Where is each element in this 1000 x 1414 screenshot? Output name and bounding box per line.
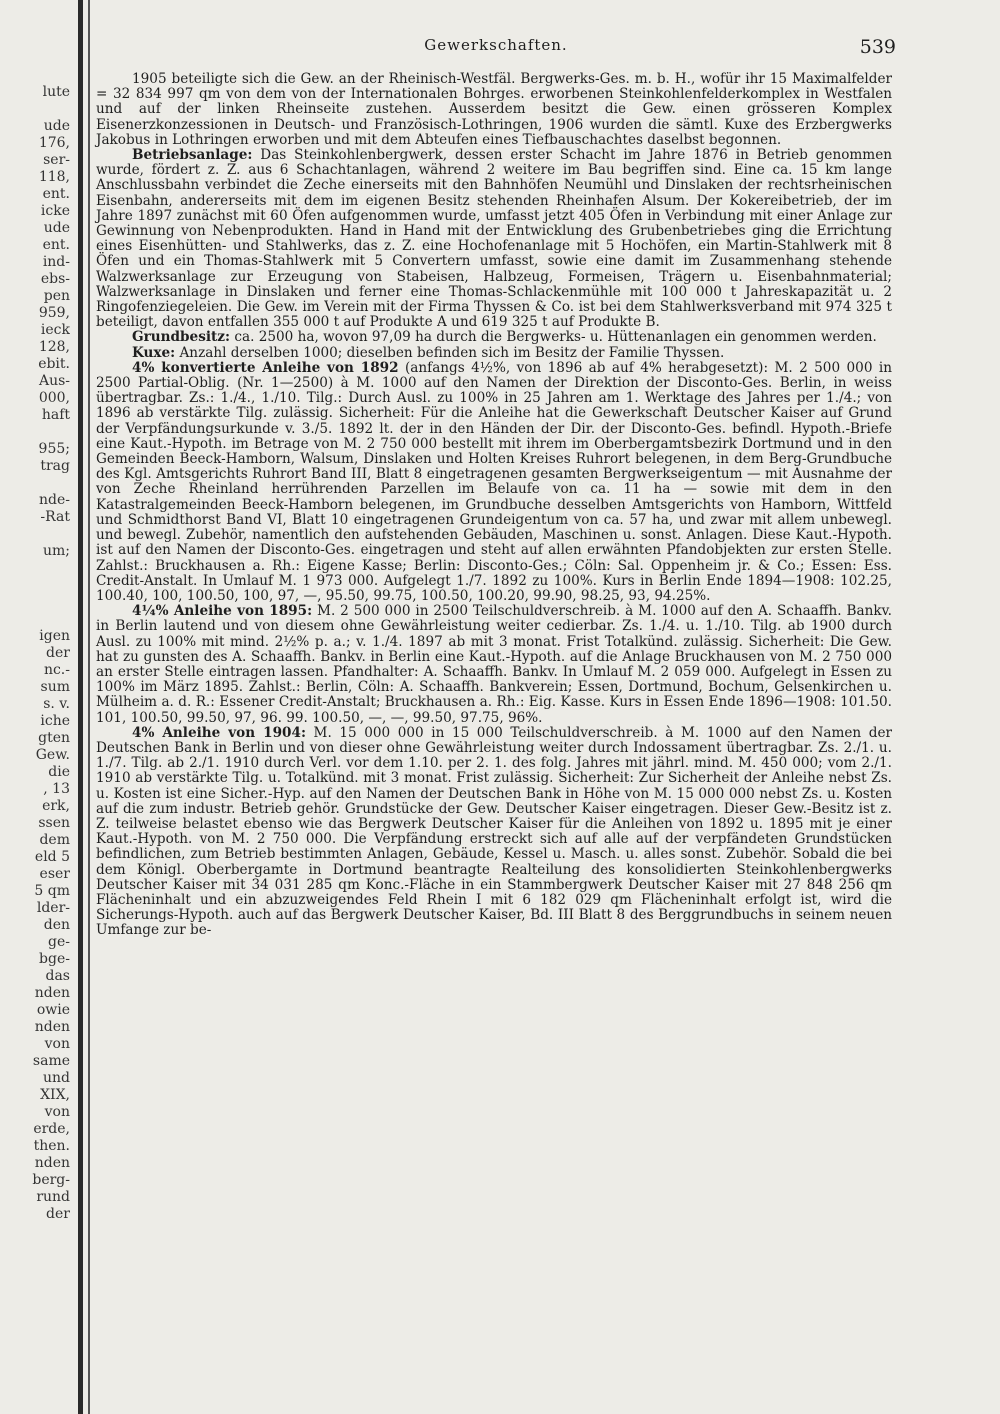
section-label: 4¼% Anleihe von 1895: [132, 603, 313, 620]
section-label: 4% konvertierte Anleihe von 1892 [132, 359, 399, 376]
margin-fragment: von [44, 1036, 70, 1052]
margin-fragment: igen [39, 628, 70, 644]
paragraph: 4% konvertierte Anleihe von 1892 (anfangs 4½%, von 1896 ab auf 4% herabgesetzt): M. 2 500 000 in 2500 Partial-Oblig. (Nr. 1—2500) à M. 1000 auf den Namen der Direktion der Disconto-Ges. Berlin, in weiss übertragbar. Zs.: 1./4., 1./10. Tilg.: Durch Ausl. zu 100% in 25 Jahren am 1. Werktage des Jahres per 1./4.; von 1896 ab verstärkte Tilg. zulässig. Sicherheit: Für die Anleihe hat die Gewerkschaft Deutscher Kaiser auf Grund der Verpfändungsurkunde v. 3./5. 1892 lt. der in den Händen der Dir. der Disconto-Ges. befindl. Hypoth.-Briefe eine Kaut.-Hypoth. im Betrage von M. 2 750 000 bestellt mit ihrem im Oberbergamtsbezirk Dortmund und in den Gemeinden Beeck-Hamborn, Walsum, Dinslaken und Holten Kreises Ruhrort belegenen, in dem Berg-Grundbuche des Kgl. Amtsgerichts Ruhrort Band III, Blatt 8 eingetragenen gesamten Bergwerkseigentum — mit Ausnahme der von Zeche Rheinland herrührenden Parzellen im Belaufe von ca. 11 ha — sowie mit dem in den Katastralgemeinden Beeck-Hamborn belegenen, im Grundbuche desselben Amtsgerichts von Hamborn, Wittfeld und Schmidthorst Band VI, Blatt 10 eingetragenen Grundeigentum von ca. 57 ha, und zwar mit allem unbewegl. und bewegl. Zubehör, namentlich den aufstehenden Gebäuden, Maschinen u. sonst. Anlagen. Diese Kaut.-Hypoth. ist auf den Namen der Disconto-Ges. eingetragen und steht auf allen erwähnten Pfandobjekten zur ersten Stelle. Zahlst.: Bruckhausen a. Rh.: Eigene Kasse; Berlin: Disconto-Ges.; Cöln: Sal. Oppenheim jr. & Co.; Essen: Ess. Credit-Anstalt. In Umlauf M. 1 973 000. Aufgelegt 1./7. 1892 zu 100%. Kurs in Berlin Ende 1894—1908: 102.25, 100.40, 100, 100.50, 100, 97, —, 95.50, 99.75, 100.50, 100.20, 99.90, 98.25, 93, 94.25%. [96, 359, 892, 604]
section-label: Kuxe: [132, 344, 176, 361]
margin-fragment: s. v. [43, 696, 70, 712]
margin-fragment: rund [36, 1189, 70, 1205]
body-text [96, 72, 892, 939]
binding-gutter [78, 0, 83, 1414]
margin-fragment [16, 424, 70, 441]
margin-fragment: 128, [38, 339, 70, 355]
margin-fragment [16, 526, 70, 543]
margin-fragment: ent. [42, 237, 70, 253]
margin-fragment: 176, [38, 135, 70, 151]
paragraph: 4% Anleihe von 1904: M. 15 000 000 in 15 000 Teilschuldverschreib. à M. 1000 auf den Namen der Deutschen Bank in Berlin und von dieser ohne Gewährleistung weiter durch Indossament übertragbar. Zs. 2./1. u. 1./7. Tilg. ab 2./1. 1910 durch Verl. vor dem 1.10. per 2. 1. des folg. Jahres mit jährl. mind. M. 450 000; vom 2./1. 1910 ab verstärkte Tilg. u. Totalkünd. mit 3 monat. Frist zulässig. Sicherheit: Zur Sicherheit der Anleihe nebst Zs. u. Kosten ist eine Sicher.-Hyp. auf den Namen der Deutschen Bank in Höhe von M. 15 000 000 nebst Zs. u. Kosten auf die zum industr. Betrieb gehör. Grundstücke der Gew. Deutscher Kaiser eingetragen. Dieser Gew.-Besitz ist z. Z. teilweise belastet ebenso wie das Bergwerk Deutscher Kaiser für die Anleihen von 1892 u. 1895 mit je einer Kaut.-Hypoth. von M. 2 750 000. Die Verpfändung erstreckt sich auf alle auf der verpfändeten Grundstücken befindlichen, zum Betrieb bestimmten Anlagen, Gebäude, Kessel u. Masch. u. alles sonst. Zubehör. Sobald die bei dem Königl. Oberbergamte in Dortmund beantragte Realteilung des konsolidierten Steinkohlenbergwerks Deutscher Kaiser mit 34 031 285 qm Konc.-Fläche in ein Stammbergwerk Deutscher Kaiser mit 27 848 256 qm Flächeninhalt und ein abzuzweigendes Feld Rhein I mit 6 182 029 qm Flächeninhalt erfolgt ist, wird die Sicherungs-Hypoth. auch auf das Bergwerk Deutscher Kaiser, Bd. III Blatt 8 des Berggrundbuchs in seinem neuen Umfange zur be- [96, 724, 892, 939]
margin-fragment: berg- [32, 1172, 70, 1188]
page-number: 539 [859, 36, 896, 58]
paragraph: Grundbesitz: ca. 2500 ha, wovon 97,09 ha durch die Bergwerks- u. Hüttenanlagen ein genommen werden. [132, 329, 877, 346]
margin-fragment: lute [42, 84, 70, 100]
margin-fragment: ind- [42, 254, 70, 270]
running-header [96, 36, 896, 60]
margin-fragment: nden [34, 1019, 70, 1035]
margin-fragment: same [32, 1053, 70, 1069]
margin-fragment: 000, [38, 390, 70, 406]
margin-fragment: 118, [38, 169, 70, 185]
margin-fragment [16, 611, 70, 628]
margin-fragment: von [44, 1104, 70, 1120]
margin-fragment: ude [43, 118, 70, 134]
margin-fragment: die [48, 764, 70, 780]
margin-fragment: das [45, 968, 70, 984]
margin-fragment: ge- [48, 934, 70, 950]
margin-fragment: ent. [42, 186, 70, 202]
margin-fragment: und [43, 1070, 70, 1086]
margin-fragment: trag [40, 458, 70, 474]
margin-fragment: ude [43, 220, 70, 236]
margin-fragment: , 13 [43, 781, 70, 797]
margin-fragment: eser [39, 866, 70, 882]
margin-fragment: nc.- [43, 662, 70, 678]
margin-fragment: lder- [36, 900, 70, 916]
margin-fragment: sum [40, 679, 70, 695]
margin-fragment: ebit. [38, 356, 70, 372]
margin-fragment: dem [39, 832, 70, 848]
margin-fragment [16, 577, 70, 594]
margin-fragment: pen [43, 288, 70, 304]
facing-page-margin-text [16, 84, 70, 1223]
margin-fragment: der [46, 645, 70, 661]
paragraph: Kuxe: Anzahl derselben 1000; dieselben befinden sich im Besitz der Familie Thyssen. [132, 344, 725, 361]
margin-fragment: haft [41, 407, 70, 423]
margin-fragment: XIX, [40, 1087, 70, 1103]
margin-fragment: then. [33, 1138, 70, 1154]
margin-fragment [16, 475, 70, 492]
margin-fragment: nde- [39, 492, 70, 508]
section-label: Grundbesitz: [132, 329, 231, 346]
margin-fragment: owie [36, 1002, 70, 1018]
margin-fragment: Gew. [35, 747, 70, 763]
margin-fragment: um; [42, 543, 70, 559]
margin-fragment: 959, [38, 305, 70, 321]
margin-fragment [16, 594, 70, 611]
margin-fragment [16, 560, 70, 577]
margin-fragment: 5 qm [34, 883, 70, 899]
paragraph: 4¼% Anleihe von 1895: M. 2 500 000 in 2500 Teilschuldverschreib. à M. 1000 auf den A. Schaaffh. Bankv. in Berlin lautend und von diesem ohne Gewährleistung weiter cedierbar. Zs. 1./4. u. 1./10. Tilg. ab 1900 durch Ausl. zu 100% mit mind. 2½% p. a.; v. 1./4. 1897 ab mit 3 monat. Frist Totalkünd. zulässig. Sicherheit: Die Gew. hat zu gunsten des A. Schaaffh. Bankv. in Berlin eine Kaut.-Hypoth. auf die Anlage Bruckhausen von M. 2 750 000 an erster Stelle eintragen lassen. Pfandhalter: A. Schaaffh. Bankv. In Umlauf M. 2 059 000. Aufgelegt in Essen zu 100% im März 1895. Zahlst.: Berlin, Cöln: A. Schaaffh. Bankverein; Essen, Dortmund, Bochum, Gelsenkirchen u. Mülheim a. d. R.: Essener Credit-Anstalt; Bruckhausen a. Rh.: Eig. Kasse. Kurs in Essen Ende 1896—1908: 101.50. 101, 100.50, 99.50, 97, 96. 99. 100.50, —, —, 99.50, 97.75, 96%. [96, 603, 892, 726]
margin-fragment [16, 101, 70, 118]
margin-fragment: nden [34, 985, 70, 1001]
margin-fragment: 955; [38, 441, 70, 457]
binding-edge [88, 0, 90, 1414]
margin-fragment: icke [40, 203, 70, 219]
margin-fragment: der [46, 1206, 70, 1222]
page-title: Gewerkschaften. [424, 36, 568, 54]
margin-fragment: ser- [43, 152, 70, 168]
margin-fragment: erde, [33, 1121, 70, 1137]
paragraph: Betriebsanlage: Das Steinkohlenbergwerk, dessen erster Schacht im Jahre 1876 in Betrieb genommen wurde, fördert z. Z. aus 6 Schachtanlagen, während 2 weitere im Bau begriffen sind. Eine ca. 15 km lange Anschlussbahn verbindet die Zeche einerseits mit den Bahnhöfen Neumühl und Dinslaken der rechtsrheinischen Eisenbahn, andererseits mit dem im eigenen Besitz stehenden Rheinhafen Alsum. Der Kokereibetrieb, der im Jahre 1897 zunächst mit 60 Öfen aufgenommen wurde, umfasst jetzt 405 Öfen in Verbindung mit einer Anlage zur Gewinnung von Nebenprodukten. Hand in Hand mit der Entwicklung des Grubenbetriebes ging die Errichtung eines Eisenhütten- und Stahlwerks, das z. Z. eine Hochofenanlage mit 5 Hochöfen, ein Martin-Stahlwerk mit 8 Öfen und ein Thomas-Stahlwerk mit 5 Convertern umfasst, sowie eine damit im Zusammenhang stehende Walzwerksanlage zur Erzeugung von Stabeisen, Halbzeug, Formeisen, Trägern u. Eisenbahnmaterial; Walzwerksanlage in Dinslaken und ferner eine Thomas-Schlackenmühle mit 100 000 t Jahreskapazität u. 2 Ringofenziegeleien. Die Gew. im Verein mit der Firma Thyssen & Co. ist bei dem Stahlwerksverband mit 974 325 t beteiligt, davon entfallen 355 000 t auf Produkte A und 619 325 t auf Produkte B. [96, 147, 892, 331]
margin-fragment: -Rat [40, 509, 70, 525]
margin-fragment: gten [38, 730, 70, 746]
margin-fragment: iche [40, 713, 70, 729]
margin-fragment: Aus- [38, 373, 70, 389]
section-label: 4% Anleihe von 1904: [132, 724, 306, 741]
margin-fragment: erk, [42, 798, 70, 814]
margin-fragment: bge- [39, 951, 70, 967]
margin-fragment: ieck [40, 322, 70, 338]
margin-fragment: ssen [38, 815, 70, 831]
paragraph: 1905 beteiligte sich die Gew. an der Rheinisch-Westfäl. Bergwerks-Ges. m. b. H., wofür ihr 15 Maximalfelder = 32 834 997 qm von dem von der Internationalen Bohrges. erworbenen Steinkohlenfelderkomplex in Westfalen und auf der linken Rheinseite zustehen. Ausserdem besitzt die Gew. einen grösseren Komplex Eisenerzkonzessionen in Deutsch- und Französisch-Lothringen, 1906 wurden die sämtl. Kuxe des Erzbergwerks Jakobus in Lothringen erworben und mit dem Abteufen eines Tiefbauschachtes daselbst begonnen. [96, 71, 892, 148]
margin-fragment: eld 5 [34, 849, 70, 865]
section-label: Betriebsanlage: [132, 147, 253, 164]
margin-fragment: den [43, 917, 70, 933]
margin-fragment: ebs- [40, 271, 70, 287]
margin-fragment: nden [34, 1155, 70, 1171]
